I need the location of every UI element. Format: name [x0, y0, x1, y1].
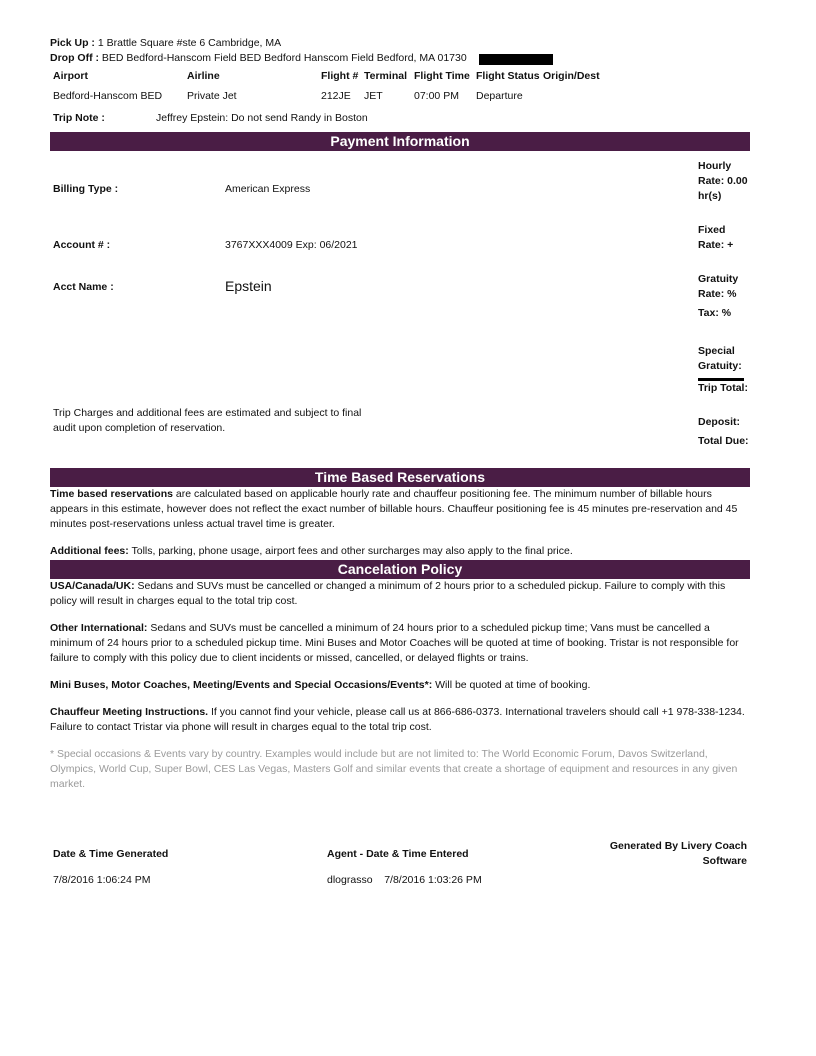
header-airline: Airline — [187, 70, 220, 82]
special-gratuity: Special Gratuity: — [698, 345, 742, 372]
chauffeur-instructions-text: If you cannot find your vehicle, please call us at 866-686-0373. International travelers should call +1 978-338-1234. Failure to contact Tristar via phone will result in charges equal to the total trip cost. — [50, 706, 745, 733]
time-based-text: are calculated based on applicable hourly rate and chauffeur positioning fee. The minimum number of billable hours appears in this estimate, however does not reflect the exact number of billable hours. Chauffeur positioning fee is 45 minutes pre-reservation and 45 minutes post-reservations unless actual travel time is greater. — [50, 488, 738, 530]
header-flight-time: Flight Time — [414, 70, 470, 82]
time-based-paragraph — [50, 487, 752, 532]
cell-airport: Bedford-Hanscom BED — [53, 90, 163, 102]
generated-label: Date & Time Generated — [53, 848, 169, 860]
cell-flight-number: 212JE — [321, 90, 351, 102]
dropoff-label: Drop Off : — [50, 52, 99, 64]
pickup-line — [50, 37, 281, 49]
chauffeur-instructions-paragraph — [50, 705, 752, 735]
header-origin-dest: Origin/Dest — [543, 70, 600, 82]
tax-rate: Tax: % — [698, 307, 732, 319]
cancel-section-title: Cancelation Policy — [50, 560, 750, 579]
billing-type-value: American Express — [225, 183, 311, 195]
dropoff-line — [50, 52, 467, 64]
redaction-bar — [479, 54, 553, 65]
estimate-note: Trip Charges and additional fees are estimated and subject to final audit upon completion of reservation. — [53, 407, 362, 434]
cancel-intl-paragraph — [50, 621, 752, 666]
fixed-rate: Fixed Rate: + — [698, 224, 734, 251]
time-based-lead: Time based reservations — [50, 488, 173, 500]
agent-value: dlograsso 7/8/2016 1:03:26 PM — [327, 874, 482, 886]
gratuity-rate: Gratuity Rate: % — [698, 273, 739, 300]
account-label: Account # : — [53, 239, 111, 251]
cancel-usa-text: Sedans and SUVs must be cancelled or changed a minimum of 2 hours prior to a scheduled pickup. Failure to comply with this policy will result in charges equal to the total trip cost. — [50, 580, 726, 607]
cancel-intl-lead: Other International: — [50, 622, 148, 634]
cancel-usa-paragraph — [50, 579, 752, 609]
additional-fees-paragraph — [50, 544, 752, 559]
additional-fees-text: Tolls, parking, phone usage, airport fees and other surcharges may also apply to the final price. — [128, 545, 573, 557]
time-based-section-title: Time Based Reservations — [50, 468, 750, 487]
dropoff-value: BED Bedford-Hanscom Field BED Bedford Hanscom Field Bedford, MA 01730 — [101, 52, 467, 64]
header-airport: Airport — [53, 70, 88, 82]
generated-value: 7/8/2016 1:06:24 PM — [53, 874, 151, 886]
additional-fees-lead: Additional fees: — [50, 545, 129, 557]
cell-airline: Private Jet — [187, 90, 237, 102]
cell-flight-time: 07:00 PM — [414, 90, 459, 102]
cancel-minibus-text: Will be quoted at time of booking. — [432, 679, 591, 691]
cell-flight-status: Departure — [476, 90, 523, 102]
cancel-intl-text: Sedans and SUVs must be cancelled a minimum of 24 hours prior to a scheduled pickup time; Vans must be cancelled a minimum of 24 hours prior to a scheduled pickup time. Mini Buses and Motor Coaches will be quoted at time of booking. Tristar is not responsible for failure to comply with this policy due to client incidents or missed, cancelled, or delayed flights or trains. — [50, 622, 739, 664]
chauffeur-instructions-lead: Chauffeur Meeting Instructions. — [50, 706, 209, 718]
software-credit: Generated By Livery Coach Software — [609, 840, 747, 867]
billing-type-label: Billing Type : — [53, 183, 119, 195]
trip-note-value: Jeffrey Epstein: Do not send Randy in Boston — [156, 112, 368, 124]
pickup-label: Pick Up : — [50, 37, 95, 49]
total-due: Total Due: — [698, 435, 749, 447]
account-value: 3767XXX4009 Exp: 06/2021 — [225, 239, 358, 251]
events-footnote: * Special occasions & Events vary by country. Examples would include but are not limited to: The World Economic Forum, Davos Switzerland, Olympics, World Cup, Super Bowl, CES Las Vegas, Masters Golf and similar events that create a shortage of equipment and resources in any given market. — [50, 748, 738, 790]
agent-label: Agent - Date & Time Entered — [327, 848, 469, 860]
trip-total: Trip Total: — [698, 382, 748, 394]
cancel-minibus-lead: Mini Buses, Motor Coaches, Meeting/Events and Special Occasions/Events*: — [50, 679, 433, 691]
cancel-usa-lead: USA/Canada/UK: — [50, 580, 135, 592]
payment-section-title: Payment Information — [50, 132, 750, 151]
header-terminal: Terminal — [364, 70, 407, 82]
hourly-rate: Hourly Rate: 0.00 hr(s) — [698, 160, 748, 202]
acct-name-label: Acct Name : — [53, 281, 114, 293]
header-flight-number: Flight # — [321, 70, 359, 82]
header-flight-status: Flight Status — [476, 70, 540, 82]
cancel-minibus-paragraph — [50, 678, 752, 693]
pickup-value: 1 Brattle Square #ste 6 Cambridge, MA — [97, 37, 282, 49]
trip-note-label: Trip Note : — [53, 112, 105, 124]
cell-terminal: JET — [364, 90, 383, 102]
deposit: Deposit: — [698, 416, 740, 428]
acct-name-value: Epstein — [225, 278, 272, 294]
